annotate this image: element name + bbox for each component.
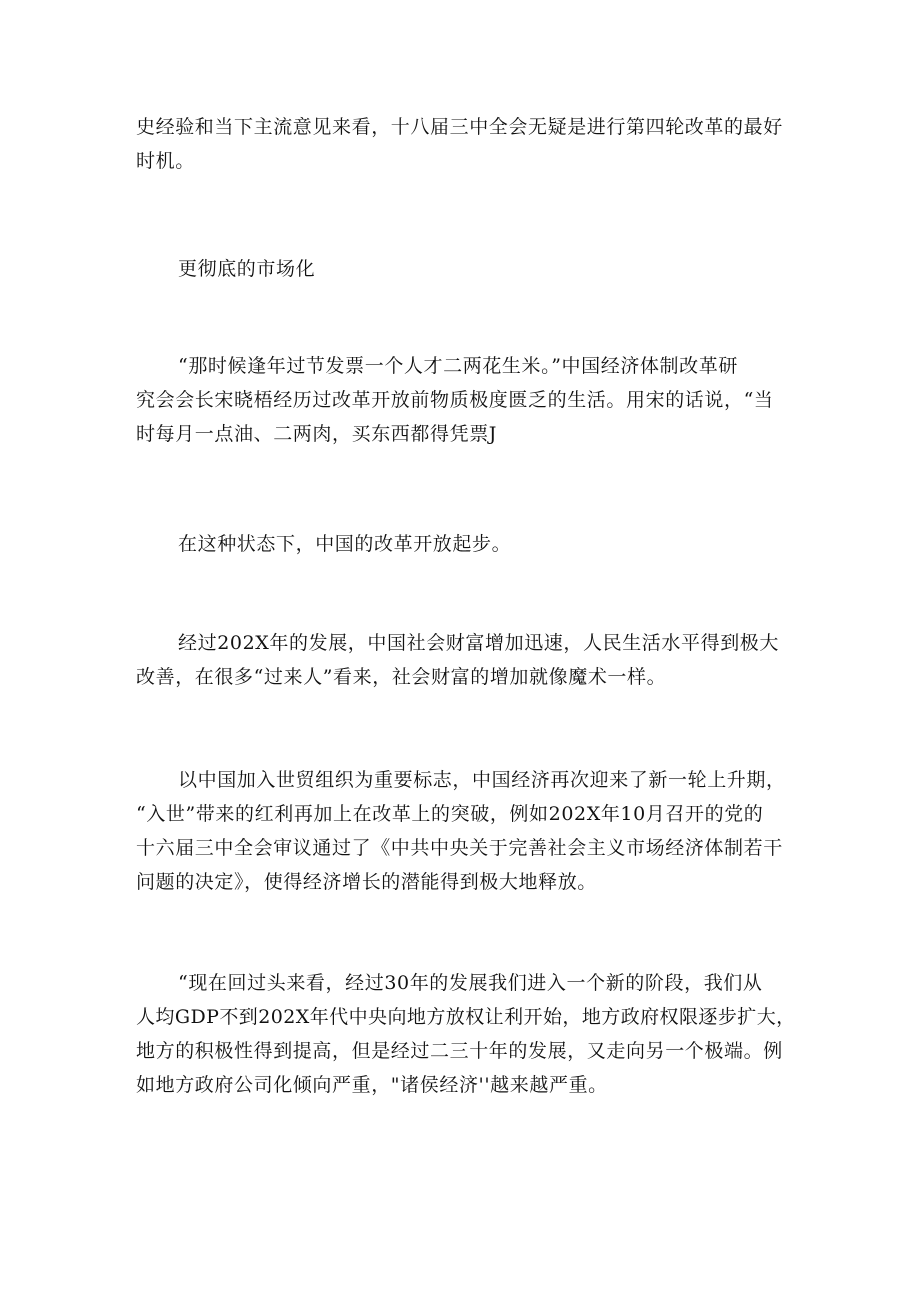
paragraph-1-line-1: 史经验和当下主流意见来看，十八届三中全会无疑是进行第四轮改革的最好 [136,116,783,138]
paragraph-3 [136,527,796,561]
paragraph-1 [136,110,796,178]
paragraph-6 [136,966,796,1102]
paragraph-2-line-3: 时每月一点油、二两肉，买东西都得凭票J [136,423,498,445]
paragraph-6-line-3: 地方的积极性得到提高，但是经过二三十年的发展，又走向另一个极端。例 [136,1040,783,1062]
paragraph-4-line-2: 改善，在很多“过来人”看来，社会财富的增加就像魔术一样。 [136,666,667,688]
paragraph-4 [136,626,796,694]
paragraph-5-line-4: 问题的决定》，使得经济增长的潜能得到极大地释放。 [136,871,597,893]
paragraph-4-line-1: 经过202X年的发展，中国社会财富增加迅速，人民生活水平得到极大 [178,632,779,654]
paragraph-6-line-1: “现在回过头来看，经过30年的发展我们进入一个新的阶段，我们从 [178,972,763,994]
paragraph-2-line-1: “那时候逢年过节发票一个人才二两花生米。”中国经济体制改革研 [178,355,738,377]
paragraph-6-line-4: 如地方政府公司化倾向严重，"诸侯经济''越来越严重。 [136,1074,608,1096]
paragraph-5-line-1: 以中国加入世贸组织为重要标志，中国经济再次迎来了新一轮上升期， [178,769,786,791]
paragraph-5-line-3: 十六届三中全会审议通过了《中共中央关于完善社会主义市场经济体制若干 [136,837,783,859]
paragraph-2-line-2: 究会会长宋晓梧经历过改革开放前物质极度匮乏的生活。用宋的话说，“当 [136,389,774,411]
paragraph-5-line-2: “入世”带来的红利再加上在改革上的突破，例如202X年10月召开的党的 [136,803,764,825]
paragraph-6-line-2: 人均GDP不到202X年代中央向地方放权让利开始，地方政府权限逐步扩大， [136,1006,796,1028]
section-heading: 更彻底的市场化 [178,258,316,280]
paragraph-3-line-1: 在这种状态下，中国的改革开放起步。 [178,533,512,555]
paragraph-2 [136,349,796,451]
paragraph-1-line-2: 时机。 [136,150,195,172]
paragraph-5 [136,763,796,899]
